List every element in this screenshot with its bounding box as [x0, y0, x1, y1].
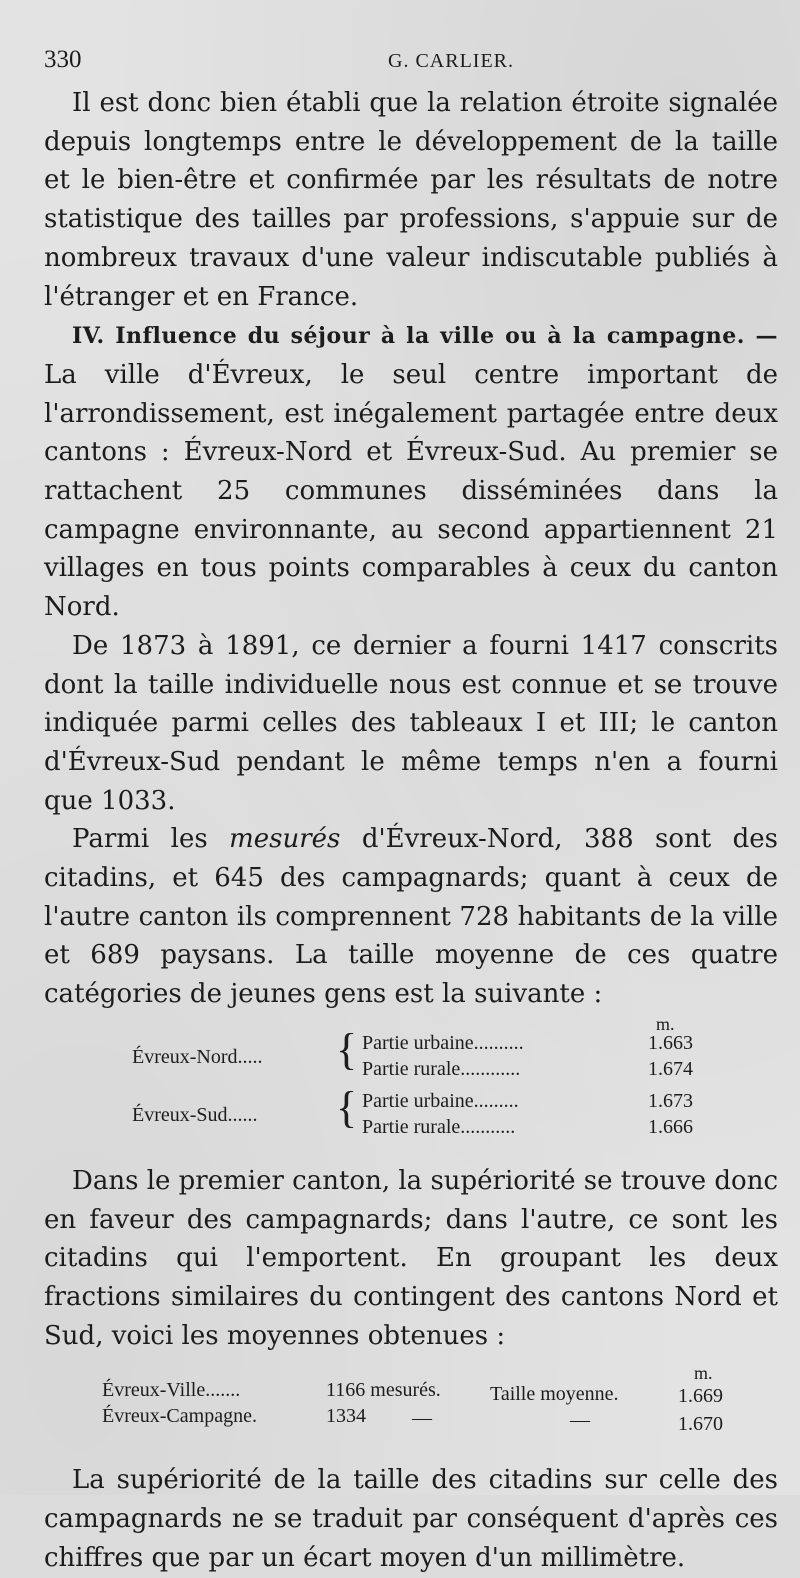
paragraph-4-start: Parmi les: [72, 824, 230, 855]
table-2-ditto-taille: —: [570, 1409, 590, 1432]
height-table-cantons: [44, 1014, 778, 1162]
height-table-town-country: [44, 1355, 778, 1461]
section-heading: IV. Influence du séjour à la ville ou à la campagne. —: [72, 323, 778, 350]
paragraph-5: Dans le premier canton, la supériorité se trouve donc en faveur des campagnards; dans l'autre, ce sont les citadins qui l'emportent. En groupant les deux fractions similaires du contingent des cantons Nord et Sud, voici les moyennes obtenues :: [44, 1165, 779, 1351]
paragraph-4: [44, 820, 778, 1014]
paragraph-2: [44, 316, 778, 627]
table-2-count-campagne: 1334: [326, 1405, 366, 1428]
paragraph-2-body: La ville d'Évreux, le seul centre important de l'arrondissement, est inégalement partagée entre deux cantons : Évreux-Nord et Évreux-Sud. Au premier se rattachent 25 communes disséminées dans la campagne environnante, au second appartiennent 21 villages en tous points comparables à ceux du canton Nord.: [44, 359, 778, 623]
table-1-value-sud-rural: 1.666: [648, 1115, 693, 1138]
table-1-unit: m.: [656, 1013, 675, 1034]
table-1-value-nord-rural: 1.674: [648, 1057, 693, 1080]
table-1-part-nord-rural: Partie rurale............: [362, 1057, 521, 1080]
paragraph-1: Il est donc bien établi que la relation étroite signalée depuis longtemps entre le développement de la taille et le bien-être et confirmée par les résultats de notre statistique des tailles par professions, s'appuie sur de nombreux travaux d'une valeur indiscutable publiés à l'étranger et en France.: [44, 88, 778, 312]
table-2-label-ville: Évreux-Ville.......: [102, 1379, 241, 1402]
page-number: 330: [44, 46, 82, 73]
table-2-ditto-count: —: [412, 1407, 432, 1430]
table-1-value-nord-urban: 1.663: [648, 1031, 693, 1054]
paragraph-4-rest: d'Évreux-Nord, 388 sont des citadins, et 645 des campagnards; quant à ceux de l'autre canton ils comprennent 728 habitants de la ville et 689 paysans. La taille moyenne de ces quatre catégories de jeunes gens est la suivante :: [44, 824, 778, 1010]
table-1-brace-sud: {: [336, 1082, 358, 1132]
table-2-label-campagne: Évreux-Campagne.: [102, 1405, 257, 1428]
table-2-count-ville: 1166 mesurés.: [326, 1379, 441, 1402]
paragraph-4-italic-word: mesurés: [229, 824, 341, 855]
table-1-canton-sud: Évreux-Sud......: [132, 1103, 258, 1126]
table-1-canton-nord: Évreux-Nord.....: [132, 1045, 263, 1068]
table-1-part-sud-urban: Partie urbaine.........: [362, 1089, 519, 1112]
running-head-author: G. CARLIER.: [388, 50, 514, 72]
table-1-value-sud-urban: 1.673: [648, 1089, 693, 1112]
table-1-brace-nord: {: [336, 1024, 358, 1074]
running-head: [44, 36, 778, 84]
paragraph-6: La supériorité de la taille des citadins sur celle des campagnards ne se traduit par conséquent d'après ces chiffres que par un écart moyen d'un millimètre.: [44, 1465, 778, 1573]
table-1-part-nord-urban: Partie urbaine..........: [362, 1031, 524, 1054]
table-2-value-ville: 1.669: [678, 1385, 723, 1408]
table-2-taille-label: Taille moyenne.: [490, 1383, 619, 1406]
paragraph-3: De 1873 à 1891, ce dernier a fourni 1417 conscrits dont la taille individuelle nous est connue et se trouve indiquée parmi celles des tableaux I et III; le canton d'Évreux-Sud pendant le même temps n'en a fourni que 1033.: [44, 630, 778, 816]
table-2-value-campagne: 1.670: [678, 1413, 723, 1436]
table-1-part-sud-rural: Partie rurale...........: [362, 1115, 516, 1138]
table-2-unit: m.: [694, 1363, 713, 1384]
